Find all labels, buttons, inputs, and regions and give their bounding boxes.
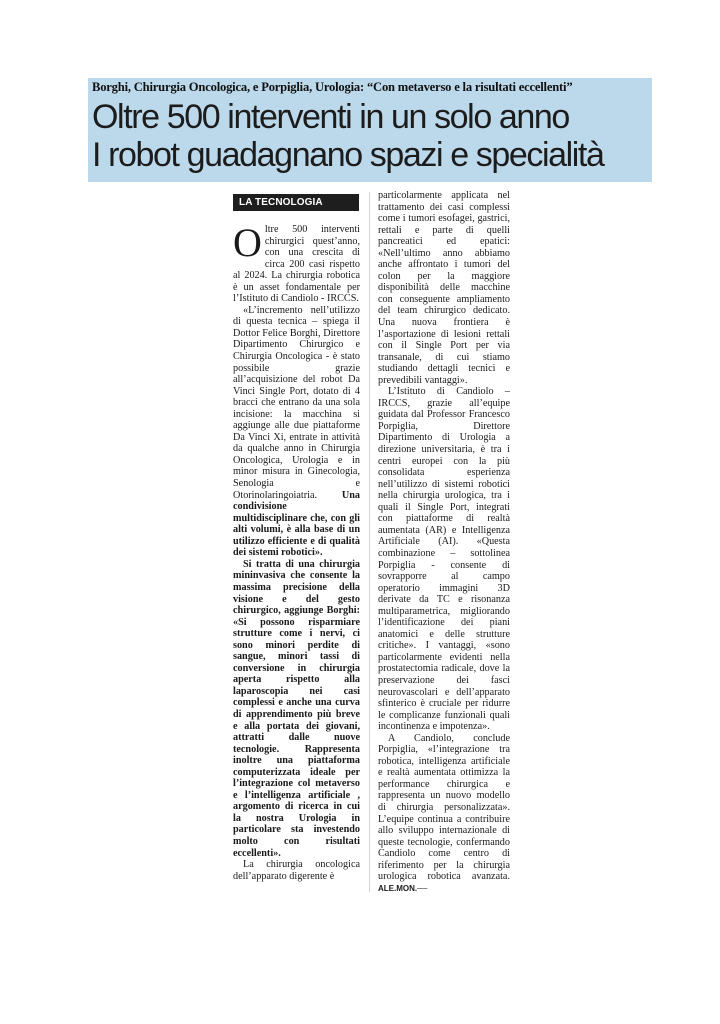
paragraph-4: La chirurgia oncologica dell’apparato digerente è	[233, 859, 360, 882]
kicker: Borghi, Chirurgia Oncologica, e Porpiglia, Urologia: “Con metaverso e la risultati eccellenti”	[92, 80, 573, 94]
paragraph-5: L’Istituto di Candiolo – IRCCS, grazie all’equipe guidata dal Professor Francesco Porpiglia, Direttore Dipartimento di Urologia a direzione universitaria, è tra i centri europei con la più consolidata esperienza nell’utilizzo di sistemi robotici nella chirurgia urologica, tra i quali il Single Port, integrati con piattaforme di realtà aumentata (AR) e Intelligenza Artificiale (AI). «Questa combinazione – sottolinea Porpiglia - consente di sovrapporre al campo operatorio immagini 3D derivate da TC e risonanza multiparametrica, migliorando l’identificazione dei piani anatomici e delle strutture critiche». I vantaggi, «sono particolarmente evidenti nella prostatectomia radicale, dove la preservazione dei fasci neurovascolari e dell’apparato sfinterico è cruciale per ridurre le complicanze funzionali quali incontinenza e impotenza».	[378, 386, 510, 733]
paragraph-2-bold: Una condivisione multidisciplinare che, con gli alti volumi, è alla base di un utilizzo efficiente e di qualità dei sistemi robotici».	[233, 489, 360, 559]
article-column-1	[233, 220, 360, 882]
author-signature: ALE.MON.	[378, 883, 418, 893]
column-divider	[369, 192, 370, 892]
paragraph-6	[378, 733, 510, 895]
paragraph-1	[233, 220, 360, 305]
article-column-2	[378, 190, 510, 894]
paragraph-6-text: A Candiolo, conclude Porpiglia, «l’integrazione tra robotica, intelligenza artificiale e realtà aumentata ottimizza la performance chirurgica e rappresenta un nuovo modello di chirurgia personalizzata». L’equipe continua a contribuire allo sviluppo internazionale di queste tecnologie, confermando Candiolo come centro di riferimento per la chirurgia urologica robotica avanzata.	[378, 732, 510, 883]
headline-line-2: I robot guadagnano spazi e specialità	[92, 136, 604, 174]
paragraph-3: Si tratta di una chirurgia mininvasiva che consente la massima precisione della visione e del gesto chirurgico, aggiunge Borghi: «Si possono risparmiare strutture come i nervi, ci sono minori perdite di sangue, minori tassi di conversione in chirurgia aperta rispetto alla laparoscopia nei casi complessi e anche una curva di apprendimento più breve e alla portata dei giovani, attratti dalle nuove tecnologie. Rappresenta inoltre una piattaforma computerizzata ideale per l’integrazione col metaverso e l’intelligenza artificiale , argomento di ricerca in cui la nostra Urologia in particolare sta investendo molto con risultati eccellenti».	[233, 558, 360, 859]
dropcap: O	[233, 220, 262, 265]
paragraph-4-continued: particolarmente applicata nel trattamento dei casi complessi come i tumori esofagei, gastrici, rettali e parte di quelli pancreatici ed epatici: «Nell’ultimo anno abbiamo anche affrontato i tumori del colon per la maggiore disponibilità delle macchine con conseguente ampliamento del team chirurgico dedicato. Una nuova frontiera è l’asportazione di lesioni rettali con il Single Port per via transanale, di cui stiamo studiando dettagli tecnici e prevedibili vantaggi».	[378, 190, 510, 386]
headline-line-1: Oltre 500 interventi in un solo anno	[92, 98, 569, 136]
signature-dash: —	[417, 882, 428, 894]
paragraph-2-text: «L’incremento nell’utilizzo di questa tecnica – spiega il Dottor Felice Borghi, Direttore Dipartimento Chirurgico e Chirurgia Oncologica - è stato possibile grazie all’acquisizione del robot Da Vinci Single Port, dotato di 4 bracci che entrano da una sola incisione: la macchina si aggiunge alle due piattaforme Da Vinci Xi, entrate in attività da qualche anno in Chirurgia Oncologica, Urologia e in minor misura in Ginecologia, Senologia e Otorinolaringoiatria.	[233, 304, 360, 501]
paragraph-1-text: ltre 500 interventi chirurgici quest’anno, con una crescita di circa 200 casi rispetto al 2024. La chirurgia robotica è un asset fondamentale per l’Istituto di Candiolo - IRCCS.	[233, 224, 360, 305]
headline	[92, 98, 652, 174]
paragraph-2	[233, 305, 360, 559]
section-tag: LA TECNOLOGIA	[233, 194, 359, 211]
